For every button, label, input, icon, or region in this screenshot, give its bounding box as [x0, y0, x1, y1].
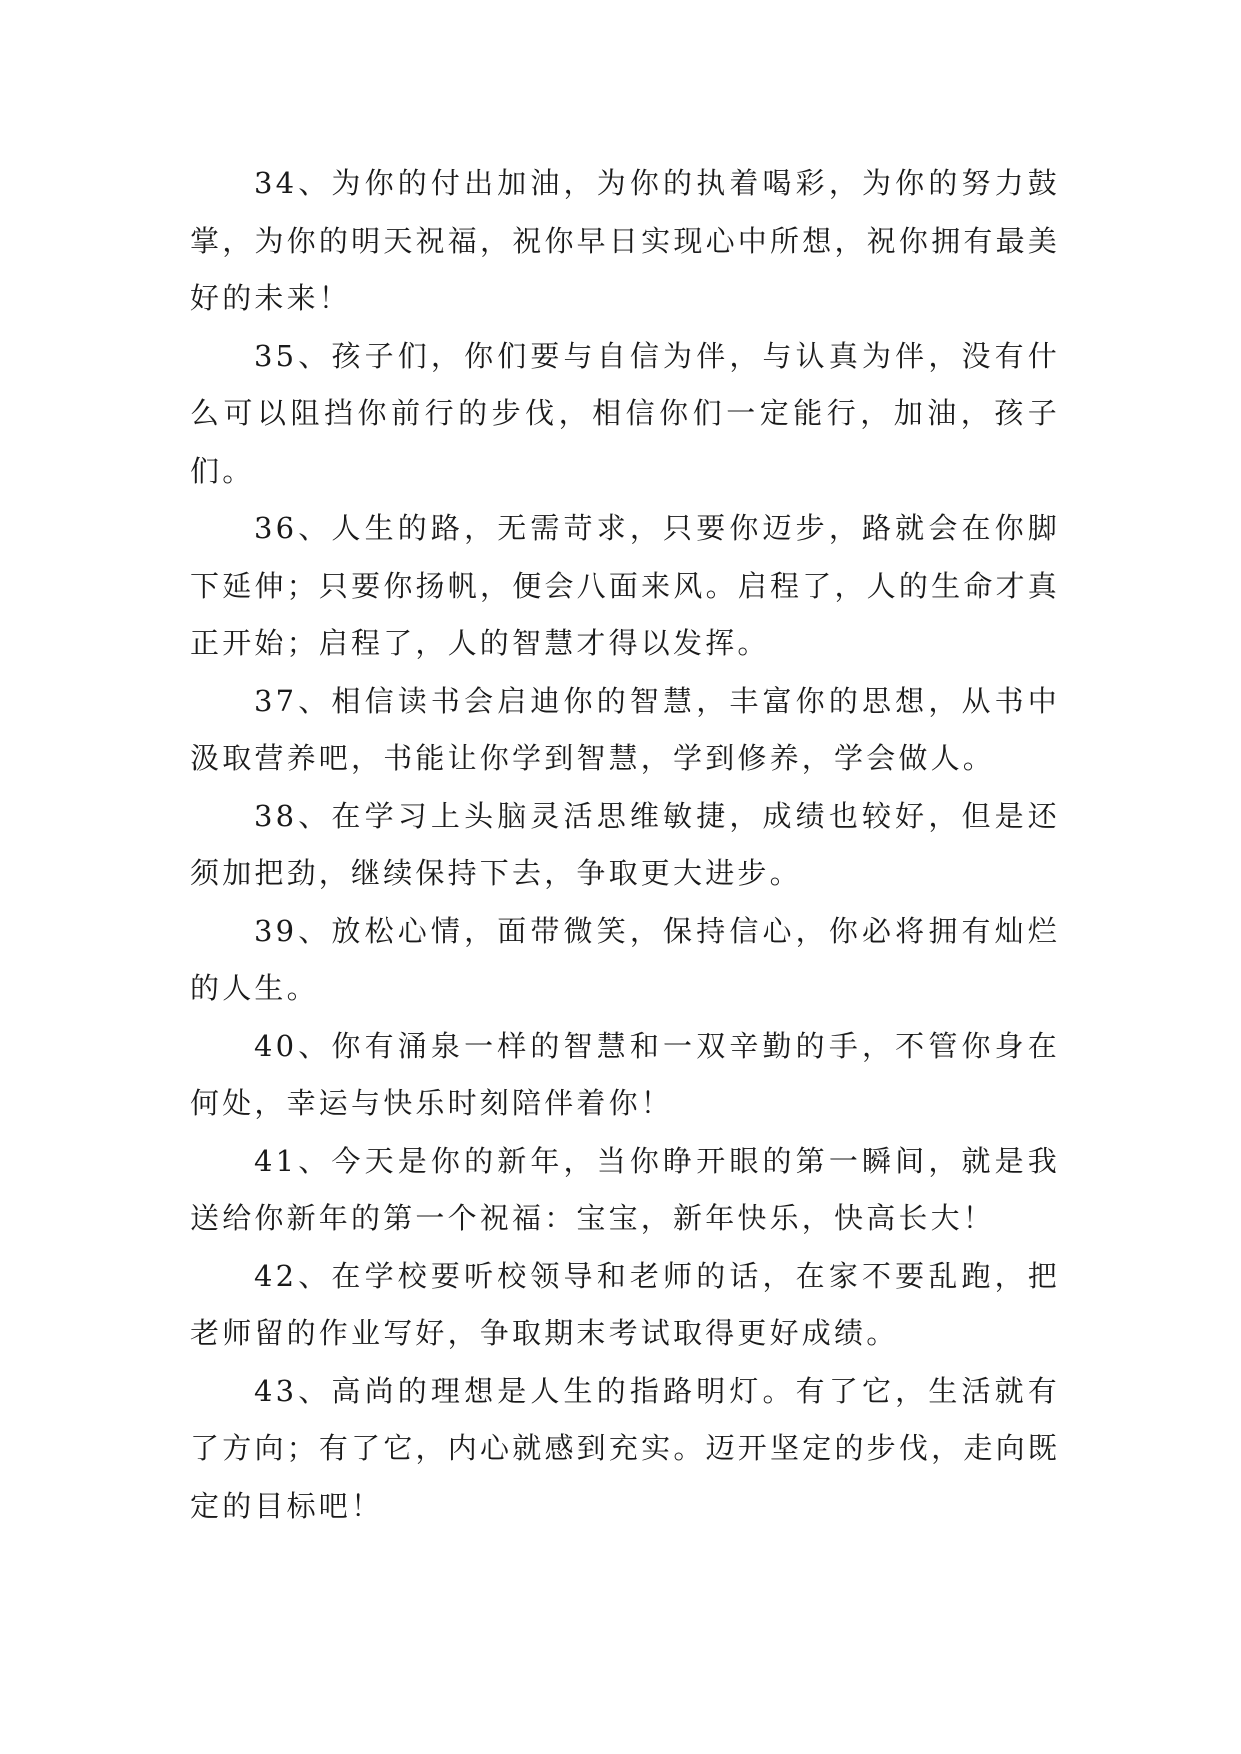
paragraph-41: 41、今天是你的新年，当你睁开眼的第一瞬间，就是我送给你新年的第一个祝福：宝宝，新年快乐，快高长大！: [190, 1143, 1060, 1235]
paragraph-42: 42、在学校要听校领导和老师的话，在家不要乱跑，把老师留的作业写好，争取期末考试取得更好成绩。: [190, 1258, 1060, 1350]
paragraph-34: 34、为你的付出加油，为你的执着喝彩，为你的努力鼓掌，为你的明天祝福，祝你早日实现心中所想，祝你拥有最美好的未来！: [190, 166, 1060, 315]
paragraph-36: 36、人生的路，无需苛求，只要你迈步，路就会在你脚下延伸；只要你扬帆，便会八面来风。启程了，人的生命才真正开始；启程了，人的智慧才得以发挥。: [190, 511, 1060, 660]
paragraph-37: 37、相信读书会启迪你的智慧，丰富你的思想，从书中汲取营养吧，书能让你学到智慧，学到修养，学会做人。: [190, 683, 1060, 775]
document-body: [190, 155, 1060, 1535]
paragraph-43: 43、高尚的理想是人生的指路明灯。有了它，生活就有了方向；有了它，内心就感到充实。迈开坚定的步伐，走向既定的目标吧！: [190, 1373, 1060, 1523]
paragraph-40: 40、你有涌泉一样的智慧和一双辛勤的手，不管你身在何处，幸运与快乐时刻陪伴着你！: [190, 1028, 1060, 1120]
paragraph-38: 38、在学习上头脑灵活思维敏捷，成绩也较好，但是还须加把劲，继续保持下去，争取更大进步。: [190, 798, 1060, 890]
paragraph-35: 35、孩子们，你们要与自信为伴，与认真为伴，没有什么可以阻挡你前行的步伐，相信你们一定能行，加油，孩子们。: [190, 338, 1060, 488]
paragraph-39: 39、放松心情，面带微笑，保持信心，你必将拥有灿烂的人生。: [190, 913, 1060, 1005]
